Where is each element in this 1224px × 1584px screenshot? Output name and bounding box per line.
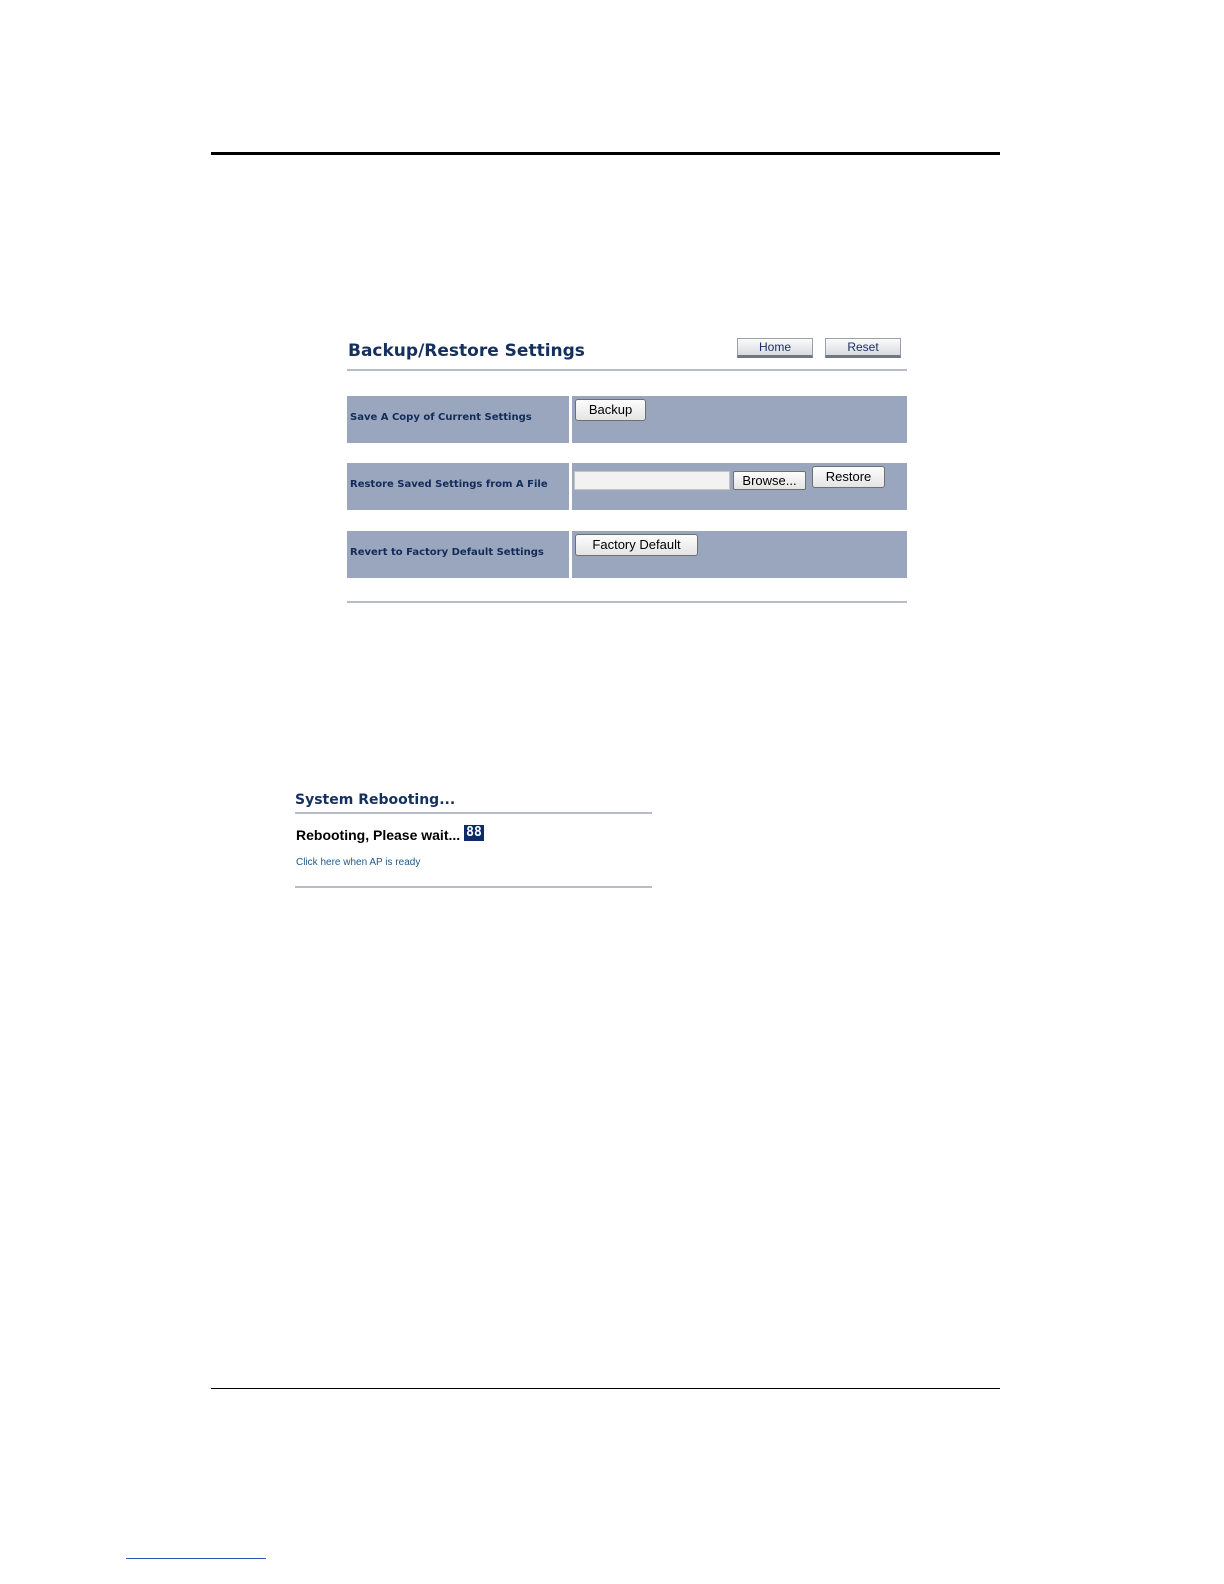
home-button[interactable]: Home [737, 338, 813, 358]
backup-restore-panel [347, 333, 907, 608]
restore-row [347, 463, 907, 510]
browse-button[interactable]: Browse... [733, 471, 806, 490]
rebooting-title-divider [295, 812, 652, 814]
restore-file-input[interactable] [574, 471, 730, 490]
backup-button[interactable]: Backup [575, 399, 646, 421]
ap-ready-link[interactable]: Click here when AP is ready [296, 857, 421, 868]
restore-row-value [572, 463, 907, 510]
restore-row-label: Restore Saved Settings from A File [347, 463, 569, 510]
rebooting-title: System Rebooting... [295, 792, 456, 808]
panel-bottom-divider [347, 601, 907, 603]
rebooting-bottom-divider [295, 886, 652, 888]
restore-button[interactable]: Restore [812, 466, 885, 488]
factory-default-row [347, 531, 907, 578]
page-header-rule [211, 152, 1000, 155]
backup-row-label: Save A Copy of Current Settings [347, 396, 569, 443]
rebooting-panel [295, 790, 652, 890]
page-footer-rule [211, 1388, 1000, 1389]
page-title: Backup/Restore Settings [348, 341, 585, 361]
footer-link-underline [126, 1558, 266, 1559]
reset-button[interactable]: Reset [825, 338, 901, 358]
countdown-display: 88 [466, 825, 482, 840]
backup-row-value [572, 396, 907, 443]
rebooting-message: Rebooting, Please wait... [296, 827, 461, 843]
rebooting-message-line [296, 827, 484, 843]
title-divider [347, 369, 907, 371]
backup-row [347, 396, 907, 443]
factory-default-row-label: Revert to Factory Default Settings [347, 531, 569, 578]
factory-default-row-value [572, 531, 907, 578]
factory-default-button[interactable]: Factory Default [575, 534, 698, 556]
